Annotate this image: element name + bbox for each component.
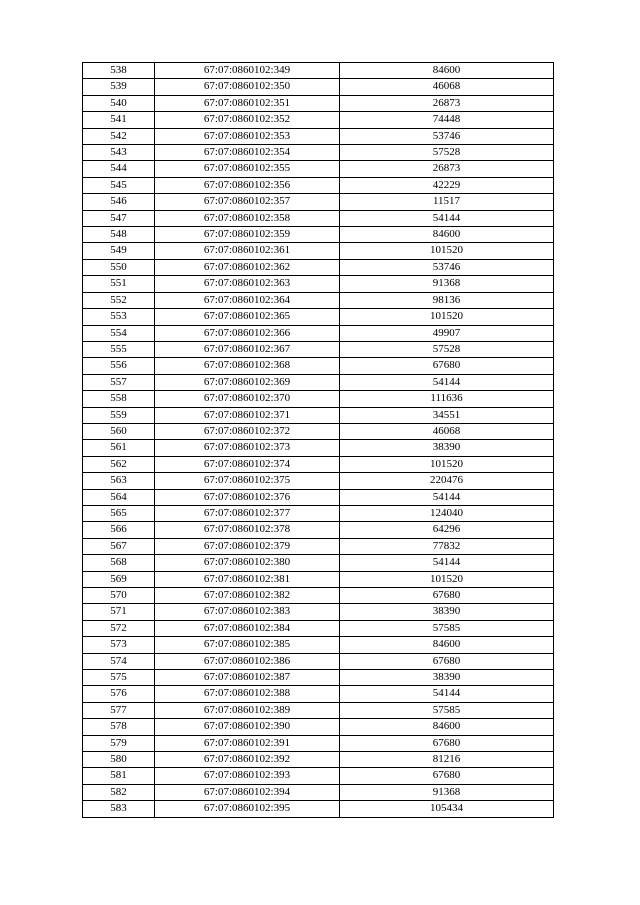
cadastral-value-cell: 84600 — [340, 637, 554, 653]
row-number-cell: 579 — [83, 735, 155, 751]
row-number-cell: 554 — [83, 325, 155, 341]
cadastral-value-cell: 57528 — [340, 341, 554, 357]
cadastral-value-cell: 84600 — [340, 719, 554, 735]
cadastral-number-cell: 67:07:0860102:364 — [155, 292, 340, 308]
cadastral-number-cell: 67:07:0860102:388 — [155, 686, 340, 702]
row-number-cell: 569 — [83, 571, 155, 587]
cadastral-value-cell: 84600 — [340, 63, 554, 79]
table-row — [83, 522, 554, 538]
cadastral-value-cell: 67680 — [340, 653, 554, 669]
cadastral-number-cell: 67:07:0860102:380 — [155, 555, 340, 571]
cadastral-value-cell: 26873 — [340, 161, 554, 177]
row-number-cell: 580 — [83, 752, 155, 768]
row-number-cell: 545 — [83, 177, 155, 193]
table-row — [83, 292, 554, 308]
cadastral-number-cell: 67:07:0860102:370 — [155, 391, 340, 407]
table-row — [83, 374, 554, 390]
cadastral-value-cell: 101520 — [340, 571, 554, 587]
row-number-cell: 543 — [83, 145, 155, 161]
table-row — [83, 325, 554, 341]
cadastral-value-cell: 54144 — [340, 210, 554, 226]
table-row — [83, 604, 554, 620]
cadastral-value-cell: 54144 — [340, 555, 554, 571]
table-row — [83, 588, 554, 604]
cadastral-value-cell: 67680 — [340, 768, 554, 784]
cadastral-value-cell: 57585 — [340, 620, 554, 636]
cadastral-number-cell: 67:07:0860102:361 — [155, 243, 340, 259]
cadastral-number-cell: 67:07:0860102:393 — [155, 768, 340, 784]
cadastral-number-cell: 67:07:0860102:379 — [155, 538, 340, 554]
cadastral-number-cell: 67:07:0860102:381 — [155, 571, 340, 587]
cadastral-value-cell: 42229 — [340, 177, 554, 193]
cadastral-value-cell: 34551 — [340, 407, 554, 423]
row-number-cell: 551 — [83, 276, 155, 292]
cadastral-value-cell: 53746 — [340, 259, 554, 275]
row-number-cell: 583 — [83, 801, 155, 817]
row-number-cell: 544 — [83, 161, 155, 177]
row-number-cell: 556 — [83, 358, 155, 374]
cadastral-number-cell: 67:07:0860102:385 — [155, 637, 340, 653]
row-number-cell: 582 — [83, 784, 155, 800]
cadastral-value-cell: 38390 — [340, 670, 554, 686]
table-row — [83, 489, 554, 505]
cadastral-number-cell: 67:07:0860102:356 — [155, 177, 340, 193]
cadastral-value-table — [82, 62, 554, 818]
cadastral-number-cell: 67:07:0860102:387 — [155, 670, 340, 686]
table-row — [83, 161, 554, 177]
cadastral-value-cell: 46068 — [340, 423, 554, 439]
cadastral-value-cell: 111636 — [340, 391, 554, 407]
cadastral-value-cell: 54144 — [340, 686, 554, 702]
cadastral-value-cell: 57585 — [340, 702, 554, 718]
row-number-cell: 541 — [83, 112, 155, 128]
row-number-cell: 564 — [83, 489, 155, 505]
cadastral-number-cell: 67:07:0860102:362 — [155, 259, 340, 275]
cadastral-number-cell: 67:07:0860102:392 — [155, 752, 340, 768]
cadastral-value-cell: 26873 — [340, 95, 554, 111]
cadastral-value-cell: 38390 — [340, 440, 554, 456]
cadastral-number-cell: 67:07:0860102:373 — [155, 440, 340, 456]
table-row — [83, 505, 554, 521]
cadastral-number-cell: 67:07:0860102:391 — [155, 735, 340, 751]
row-number-cell: 567 — [83, 538, 155, 554]
row-number-cell: 581 — [83, 768, 155, 784]
cadastral-number-cell: 67:07:0860102:359 — [155, 227, 340, 243]
row-number-cell: 563 — [83, 473, 155, 489]
table-row — [83, 194, 554, 210]
table-row — [83, 243, 554, 259]
table-row — [83, 784, 554, 800]
cadastral-value-cell: 81216 — [340, 752, 554, 768]
row-number-cell: 546 — [83, 194, 155, 210]
row-number-cell: 539 — [83, 79, 155, 95]
table-row — [83, 571, 554, 587]
row-number-cell: 547 — [83, 210, 155, 226]
row-number-cell: 572 — [83, 620, 155, 636]
cadastral-number-cell: 67:07:0860102:349 — [155, 63, 340, 79]
cadastral-value-cell: 54144 — [340, 489, 554, 505]
cadastral-value-cell: 38390 — [340, 604, 554, 620]
cadastral-value-cell: 101520 — [340, 309, 554, 325]
row-number-cell: 555 — [83, 341, 155, 357]
table-row — [83, 259, 554, 275]
cadastral-number-cell: 67:07:0860102:371 — [155, 407, 340, 423]
cadastral-value-cell: 67680 — [340, 588, 554, 604]
table-row — [83, 309, 554, 325]
row-number-cell: 578 — [83, 719, 155, 735]
table-row — [83, 407, 554, 423]
row-number-cell: 570 — [83, 588, 155, 604]
cadastral-number-cell: 67:07:0860102:384 — [155, 620, 340, 636]
cadastral-number-cell: 67:07:0860102:369 — [155, 374, 340, 390]
cadastral-value-cell: 98136 — [340, 292, 554, 308]
cadastral-number-cell: 67:07:0860102:378 — [155, 522, 340, 538]
table-row — [83, 702, 554, 718]
cadastral-value-cell: 57528 — [340, 145, 554, 161]
cadastral-value-cell: 67680 — [340, 358, 554, 374]
cadastral-value-cell: 77832 — [340, 538, 554, 554]
table-row — [83, 128, 554, 144]
cadastral-number-cell: 67:07:0860102:350 — [155, 79, 340, 95]
cadastral-value-cell: 74448 — [340, 112, 554, 128]
table-row — [83, 653, 554, 669]
cadastral-value-cell: 101520 — [340, 456, 554, 472]
cadastral-value-cell: 91368 — [340, 276, 554, 292]
table-row — [83, 670, 554, 686]
cadastral-value-cell: 49907 — [340, 325, 554, 341]
cadastral-number-cell: 67:07:0860102:376 — [155, 489, 340, 505]
row-number-cell: 557 — [83, 374, 155, 390]
row-number-cell: 573 — [83, 637, 155, 653]
row-number-cell: 574 — [83, 653, 155, 669]
table-row — [83, 63, 554, 79]
cadastral-number-cell: 67:07:0860102:395 — [155, 801, 340, 817]
table-row — [83, 555, 554, 571]
cadastral-value-cell: 84600 — [340, 227, 554, 243]
table-row — [83, 456, 554, 472]
row-number-cell: 562 — [83, 456, 155, 472]
row-number-cell: 575 — [83, 670, 155, 686]
row-number-cell: 540 — [83, 95, 155, 111]
cadastral-number-cell: 67:07:0860102:374 — [155, 456, 340, 472]
cadastral-value-cell: 105434 — [340, 801, 554, 817]
cadastral-number-cell: 67:07:0860102:386 — [155, 653, 340, 669]
table-row — [83, 801, 554, 817]
cadastral-number-cell: 67:07:0860102:354 — [155, 145, 340, 161]
table-row — [83, 768, 554, 784]
row-number-cell: 549 — [83, 243, 155, 259]
cadastral-number-cell: 67:07:0860102:357 — [155, 194, 340, 210]
table-row — [83, 391, 554, 407]
row-number-cell: 566 — [83, 522, 155, 538]
cadastral-number-cell: 67:07:0860102:394 — [155, 784, 340, 800]
row-number-cell: 571 — [83, 604, 155, 620]
table-row — [83, 112, 554, 128]
cadastral-value-cell: 124040 — [340, 505, 554, 521]
row-number-cell: 542 — [83, 128, 155, 144]
cadastral-value-cell: 64296 — [340, 522, 554, 538]
table-row — [83, 358, 554, 374]
cadastral-value-cell: 91368 — [340, 784, 554, 800]
table-row — [83, 538, 554, 554]
table-row — [83, 735, 554, 751]
row-number-cell: 558 — [83, 391, 155, 407]
cadastral-value-cell: 11517 — [340, 194, 554, 210]
table-row — [83, 686, 554, 702]
table-row — [83, 227, 554, 243]
table-body — [83, 63, 554, 818]
cadastral-number-cell: 67:07:0860102:383 — [155, 604, 340, 620]
table-row — [83, 79, 554, 95]
cadastral-number-cell: 67:07:0860102:375 — [155, 473, 340, 489]
table-row — [83, 719, 554, 735]
cadastral-number-cell: 67:07:0860102:367 — [155, 341, 340, 357]
row-number-cell: 550 — [83, 259, 155, 275]
cadastral-number-cell: 67:07:0860102:358 — [155, 210, 340, 226]
cadastral-number-cell: 67:07:0860102:372 — [155, 423, 340, 439]
cadastral-number-cell: 67:07:0860102:389 — [155, 702, 340, 718]
cadastral-value-cell: 101520 — [340, 243, 554, 259]
table-row — [83, 95, 554, 111]
table-row — [83, 752, 554, 768]
row-number-cell: 560 — [83, 423, 155, 439]
row-number-cell: 565 — [83, 505, 155, 521]
cadastral-number-cell: 67:07:0860102:363 — [155, 276, 340, 292]
cadastral-number-cell: 67:07:0860102:368 — [155, 358, 340, 374]
cadastral-number-cell: 67:07:0860102:382 — [155, 588, 340, 604]
cadastral-number-cell: 67:07:0860102:353 — [155, 128, 340, 144]
table-row — [83, 210, 554, 226]
table-row — [83, 637, 554, 653]
cadastral-number-cell: 67:07:0860102:366 — [155, 325, 340, 341]
cadastral-value-cell: 220476 — [340, 473, 554, 489]
table-row — [83, 276, 554, 292]
cadastral-value-cell: 46068 — [340, 79, 554, 95]
cadastral-number-cell: 67:07:0860102:390 — [155, 719, 340, 735]
row-number-cell: 538 — [83, 63, 155, 79]
row-number-cell: 561 — [83, 440, 155, 456]
cadastral-number-cell: 67:07:0860102:365 — [155, 309, 340, 325]
table-row — [83, 473, 554, 489]
cadastral-value-cell: 54144 — [340, 374, 554, 390]
table-row — [83, 341, 554, 357]
table-row — [83, 145, 554, 161]
cadastral-number-cell: 67:07:0860102:351 — [155, 95, 340, 111]
row-number-cell: 559 — [83, 407, 155, 423]
table-row — [83, 440, 554, 456]
cadastral-number-cell: 67:07:0860102:377 — [155, 505, 340, 521]
table-row — [83, 423, 554, 439]
row-number-cell: 552 — [83, 292, 155, 308]
cadastral-value-cell: 67680 — [340, 735, 554, 751]
row-number-cell: 568 — [83, 555, 155, 571]
row-number-cell: 548 — [83, 227, 155, 243]
row-number-cell: 553 — [83, 309, 155, 325]
table-row — [83, 177, 554, 193]
row-number-cell: 576 — [83, 686, 155, 702]
table-row — [83, 620, 554, 636]
cadastral-number-cell: 67:07:0860102:355 — [155, 161, 340, 177]
cadastral-number-cell: 67:07:0860102:352 — [155, 112, 340, 128]
cadastral-value-cell: 53746 — [340, 128, 554, 144]
row-number-cell: 577 — [83, 702, 155, 718]
